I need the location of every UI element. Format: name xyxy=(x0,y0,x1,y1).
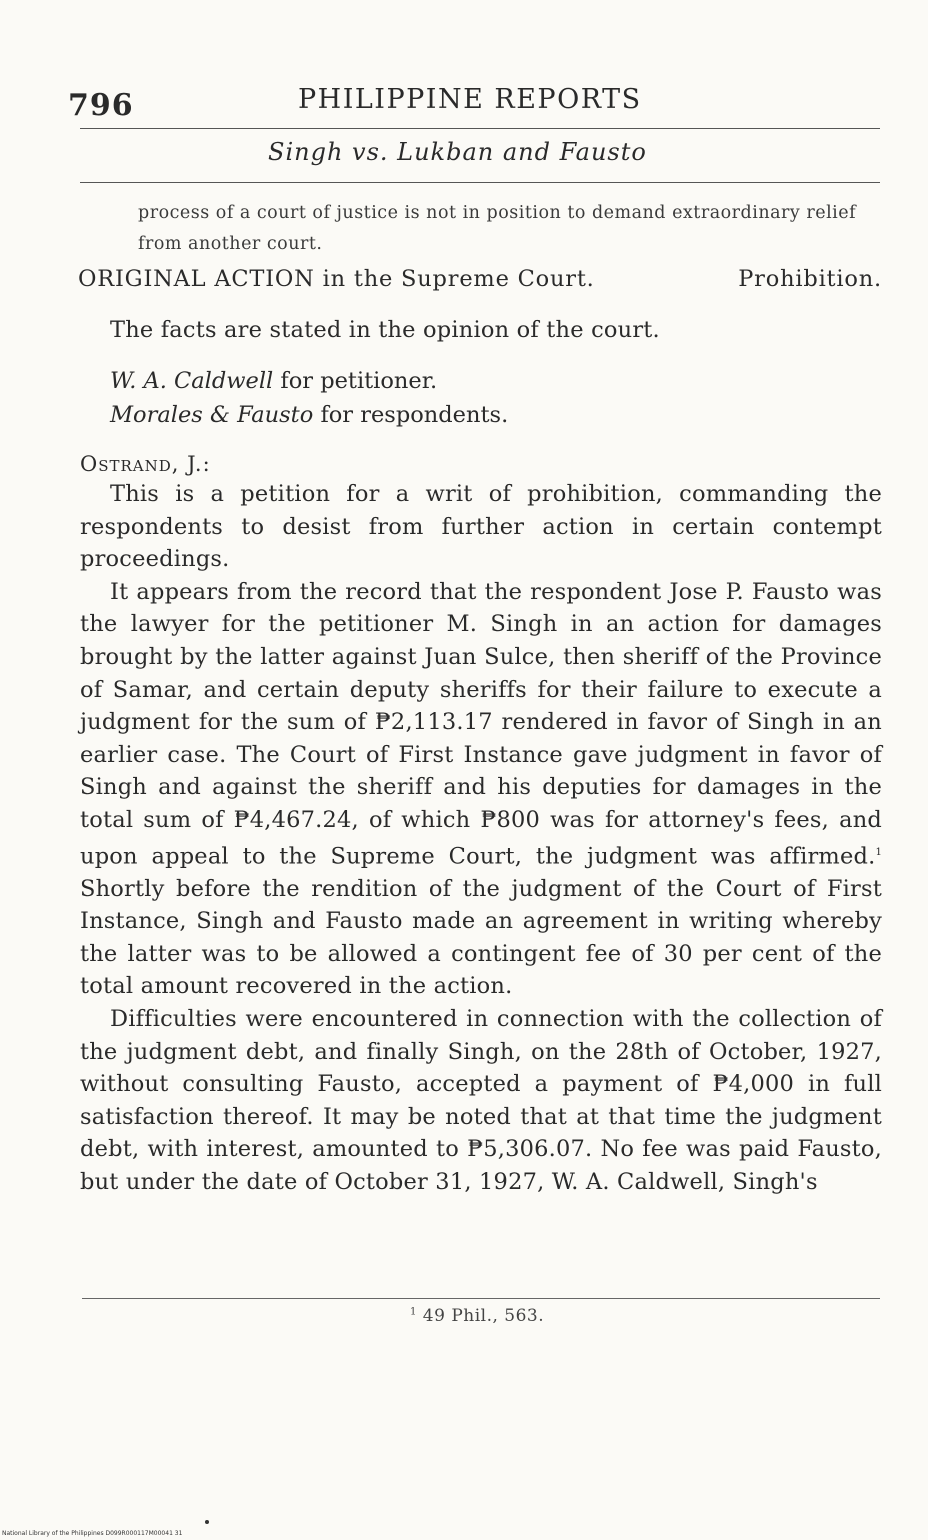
paragraph-1: This is a petition for a writ of prohibition, commanding the respondents to desist from further action in certain contempt proceedings. xyxy=(80,481,882,573)
syllabus-text: process of a court of justice is not in position to demand extraordinary relief from another court. xyxy=(138,203,857,254)
counsel-petitioner xyxy=(110,364,508,398)
petitioner-counsel-role: for petitioner. xyxy=(280,368,438,394)
footnote-rule xyxy=(82,1298,880,1299)
action-remedy: Prohibition. xyxy=(738,266,882,292)
paragraph-3: Difficulties were encountered in connection with the collection of the judgment debt, and finally Singh, on the 28th of October, 1927, without consulting Fausto, accepted a payment of ₱4,000 in full satisfaction thereof. It may be noted that at that time the judgment debt, with interest, amounted to ₱5,306.07. No fee was paid Fausto, but under the date of October 31, 1927, W. A. Caldwell, Singh's xyxy=(80,1006,882,1195)
page-number: 796 xyxy=(68,88,134,123)
title-rule xyxy=(80,182,880,183)
action-line xyxy=(78,266,882,292)
action-type: ORIGINAL ACTION in the Supreme Court. xyxy=(78,266,595,292)
header-rule xyxy=(80,128,880,129)
footnote-reference: 1 xyxy=(875,846,882,858)
footnote-text: 49 Phil., 563. xyxy=(422,1306,545,1326)
respondents-counsel-role: for respondents. xyxy=(320,402,509,428)
scan-imprint: National Library of the Philippines D099R000117M00041 31 xyxy=(2,1530,183,1537)
opinion-body xyxy=(80,478,882,1199)
paragraph-2: It appears from the record that the respondent Jose P. Fausto was the lawyer for the petitioner M. Singh in an action for damages brought by the latter against Juan Sulce, then sheriff of the Province of Samar, and certain deputy sheriffs for their failure to execute a judgment for the sum of ₱2,113.17 rendered in favor of Singh in an earlier case. The Court of First Instance gave judgment in favor of Singh and against the sheriff and his deputies for damages in the total sum of ₱4,467.24, of which ₱800 was for attorney's fees, and upon appeal to the Supreme Court, the judgment was affirmed.$^1$ Shortly before the rendition of the judgment of the Court of First Instance, Singh and Fausto made an agreement in writing whereby the latter was to be allowed a contingent fee of 30 per cent of the total amount recovered in the action. xyxy=(80,578,882,1000)
petitioner-counsel-name: W. A. Caldwell xyxy=(110,368,274,394)
opinion-author: Ostrand, J.: xyxy=(80,452,211,476)
footnote-mark: 1 xyxy=(410,1306,417,1318)
running-head: PHILIPPINE REPORTS xyxy=(298,84,642,115)
counsel-block xyxy=(110,364,508,432)
case-title: Singh vs. Lukban and Fausto xyxy=(268,138,647,166)
facts-note: The facts are stated in the opinion of the court. xyxy=(110,317,660,343)
footnote xyxy=(410,1306,544,1326)
counsel-respondents xyxy=(110,398,508,432)
respondents-counsel-name: Morales & Fausto xyxy=(110,402,314,428)
scan-speck xyxy=(205,1520,209,1524)
